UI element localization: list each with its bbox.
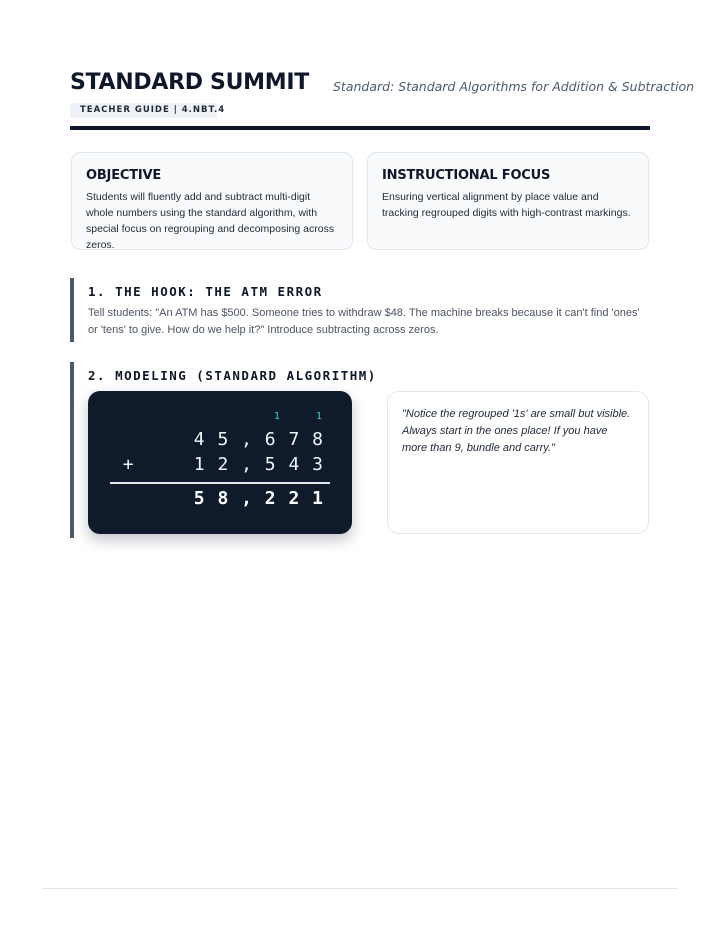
teacher-note: "Notice the regrouped '1s' are small but visible. Always start in the ones place! If you have more than 9, bundle and carry." bbox=[387, 391, 649, 534]
modeling-heading: 2. MODELING (STANDARD ALGORITHM) bbox=[88, 368, 377, 383]
instructional-focus-heading: INSTRUCTIONAL FOCUS bbox=[382, 168, 551, 183]
objective-card bbox=[71, 152, 353, 250]
sum-result: 5 8 , 2 2 1 bbox=[193, 488, 324, 509]
objective-body: Students will fluently add and subtract multi-digit whole numbers using the standard algorithm, with special focus on regrouping and decomposing across zeros. bbox=[86, 191, 335, 251]
guide-tag: TEACHER GUIDE | 4.NBT.4 bbox=[70, 103, 217, 118]
hook-heading: 1. THE HOOK: THE ATM ERROR bbox=[88, 284, 323, 299]
header-divider bbox=[70, 126, 650, 130]
addition-board bbox=[88, 391, 352, 534]
objective-heading: OBJECTIVE bbox=[86, 168, 162, 183]
standard-subtitle: Standard: Standard Algorithms for Addition & Subtraction bbox=[333, 79, 695, 94]
hook-section bbox=[70, 278, 650, 342]
sum-line bbox=[110, 482, 330, 484]
instructional-focus-card bbox=[367, 152, 649, 250]
carry-digits: 1 1 bbox=[273, 411, 330, 422]
footer-divider bbox=[42, 888, 678, 889]
first-addend: 4 5 , 6 7 8 bbox=[193, 429, 324, 450]
second-addend: + 1 2 , 5 4 3 bbox=[122, 454, 324, 475]
page-title: STANDARD SUMMIT bbox=[70, 70, 309, 95]
instructional-focus-body: Ensuring vertical alignment by place value and tracking regrouped digits with high-contrast markings. bbox=[382, 191, 631, 219]
hook-body: Tell students: "An ATM has $500. Someone tries to withdraw $48. The machine breaks because it can't find 'ones' or 'tens' to give. How do we help it?" Introduce subtracting across zeros. bbox=[88, 307, 640, 336]
